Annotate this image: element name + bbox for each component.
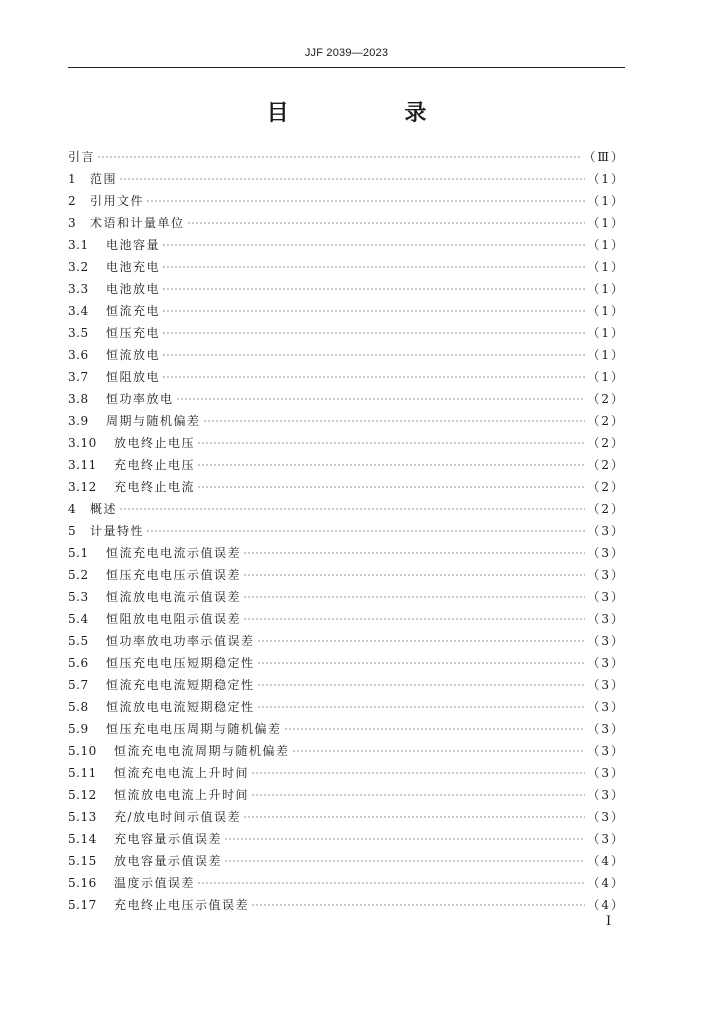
toc-entry[interactable] <box>68 542 625 564</box>
toc-dot-leader <box>97 156 581 158</box>
toc-entry-page: （1） <box>587 304 625 318</box>
toc-entry[interactable] <box>68 212 625 234</box>
toc-entry-page: （1） <box>587 260 625 274</box>
toc-entry-page: （1） <box>587 216 625 230</box>
toc-dot-leader <box>119 508 585 510</box>
toc-entry[interactable] <box>68 410 625 432</box>
toc-entry-number: 5.7 <box>68 678 89 692</box>
toc-entry-page: （3） <box>587 590 625 604</box>
toc-entry-page: （3） <box>587 546 625 560</box>
toc-entry-number: 5.1 <box>68 546 89 560</box>
toc-dot-leader <box>176 398 586 400</box>
toc-entry[interactable] <box>68 234 625 256</box>
toc-dot-leader <box>257 662 586 664</box>
toc-entry-number: 5.12 <box>68 788 97 802</box>
toc-entry-page: （3） <box>587 634 625 648</box>
running-header: JJF 2039—2023 <box>304 47 389 59</box>
toc-entry[interactable] <box>68 740 625 762</box>
toc-entry-number: 3.6 <box>68 348 89 362</box>
toc-entry-number: 5.8 <box>68 700 89 714</box>
toc-dot-leader <box>243 552 585 554</box>
toc-entry[interactable] <box>68 784 625 806</box>
toc-entry-number: 3.3 <box>68 282 89 296</box>
toc-entry-title: 恒压充电电压周期与随机偏差 <box>106 722 282 736</box>
toc-entry-title: 恒流充电电流周期与随机偏差 <box>114 744 290 758</box>
toc-entry-title: 恒流充电电流示值误差 <box>106 546 242 560</box>
toc-entry-title: 范围 <box>90 172 118 186</box>
toc-dot-leader <box>197 882 585 884</box>
toc-entry-title: 恒压充电电压示值误差 <box>106 568 242 582</box>
toc-entry-title: 周期与随机偏差 <box>106 414 201 428</box>
toc-dot-leader <box>162 376 585 378</box>
toc-entry-title: 恒流放电电流上升时间 <box>114 788 250 802</box>
toc-entry[interactable] <box>68 696 625 718</box>
toc-entry[interactable] <box>68 674 625 696</box>
toc-dot-leader <box>243 574 585 576</box>
toc-entry-title: 放电终止电压 <box>114 436 196 450</box>
toc-entry-page: （3） <box>587 656 625 670</box>
toc-entry-title: 恒流放电 <box>106 348 161 362</box>
toc-entry[interactable] <box>68 498 625 520</box>
toc-entry-number: 3.8 <box>68 392 89 406</box>
toc-dot-leader <box>146 530 585 532</box>
toc-entry-number: 3.9 <box>68 414 89 428</box>
toc-entry-page: （4） <box>587 876 625 890</box>
toc-dot-leader <box>119 178 585 180</box>
toc-entry-title: 概述 <box>90 502 118 516</box>
toc-entry[interactable] <box>68 806 625 828</box>
toc-entry[interactable] <box>68 608 625 630</box>
toc-entry[interactable] <box>68 190 625 212</box>
toc-entry[interactable] <box>68 344 625 366</box>
toc-entry-number: 5.2 <box>68 568 89 582</box>
header-rule <box>68 67 625 68</box>
toc-entry[interactable] <box>68 322 625 344</box>
toc-dot-leader <box>257 640 586 642</box>
toc-entry[interactable] <box>68 454 625 476</box>
toc-dot-leader <box>243 618 585 620</box>
toc-entry-title: 恒阻放电 <box>106 370 161 384</box>
toc-entry-title: 充电终止电压示值误差 <box>114 898 250 912</box>
toc-entry-number: 5.6 <box>68 656 89 670</box>
toc-title: 目 录 <box>266 101 481 126</box>
toc-entry-page: （1） <box>587 348 625 362</box>
toc-entry-page: （3） <box>587 568 625 582</box>
toc-dot-leader <box>146 200 585 202</box>
toc-entry-page: （3） <box>587 722 625 736</box>
toc-entry-number: 5.10 <box>68 744 97 758</box>
toc-entry[interactable] <box>68 586 625 608</box>
toc-dot-leader <box>251 794 585 796</box>
toc-entry-page: （2） <box>587 458 625 472</box>
toc-entry-page: （3） <box>587 678 625 692</box>
toc-entry-title: 恒阻放电电阻示值误差 <box>106 612 242 626</box>
toc-dot-leader <box>197 464 585 466</box>
toc-entry-number: 5.5 <box>68 634 89 648</box>
toc-entry[interactable] <box>68 366 625 388</box>
toc-entry-page: （2） <box>587 502 625 516</box>
toc-entry-title: 恒流充电 <box>106 304 161 318</box>
toc-entry[interactable] <box>68 652 625 674</box>
toc-dot-leader <box>257 684 586 686</box>
toc-entry-page: （3） <box>587 700 625 714</box>
toc-dot-leader <box>251 904 585 906</box>
toc-entry-page: （3） <box>587 810 625 824</box>
toc-entry-title: 恒流放电电流示值误差 <box>106 590 242 604</box>
toc-entry-title: 电池充电 <box>106 260 161 274</box>
toc-entry-title: 引言 <box>68 150 96 164</box>
toc-entry-number: 5.3 <box>68 590 89 604</box>
toc-entry-title: 充/放电时间示值误差 <box>114 810 242 824</box>
toc-entry-page: （3） <box>587 612 625 626</box>
toc-dot-leader <box>197 486 585 488</box>
toc-dot-leader <box>162 244 585 246</box>
toc-entry-page: （1） <box>587 238 625 252</box>
toc-dot-leader <box>187 222 586 224</box>
toc-entry-page: （4） <box>587 898 625 912</box>
toc-entry-page: （1） <box>587 370 625 384</box>
toc-entry-title: 术语和计量单位 <box>90 216 185 230</box>
toc-entry[interactable] <box>68 520 625 542</box>
toc-entry-title: 引用文件 <box>90 194 145 208</box>
toc-dot-leader <box>162 266 585 268</box>
toc-dot-leader <box>203 420 586 422</box>
toc-entry-title: 充电容量示值误差 <box>114 832 223 846</box>
toc-entry-page: （3） <box>587 766 625 780</box>
toc-entry[interactable] <box>68 300 625 322</box>
toc-entry-page: （1） <box>587 282 625 296</box>
toc-entry-title: 电池放电 <box>106 282 161 296</box>
toc-entry-page: （2） <box>587 392 625 406</box>
toc-entry-number: 3.4 <box>68 304 89 318</box>
toc-dot-leader <box>284 728 586 730</box>
toc-dot-leader <box>292 750 586 752</box>
toc-entry-number: 3.12 <box>68 480 97 494</box>
toc-entry-number: 5.17 <box>68 898 97 912</box>
toc-entry-number: 2 <box>68 194 77 208</box>
toc-entry-number: 5.4 <box>68 612 89 626</box>
toc-dot-leader <box>162 288 585 290</box>
toc-entry[interactable] <box>68 476 625 498</box>
toc-entry-number: 5.13 <box>68 810 97 824</box>
toc-entry-number: 5 <box>68 524 77 538</box>
toc-entry[interactable] <box>68 256 625 278</box>
toc-entry[interactable] <box>68 564 625 586</box>
toc-entry-number: 5.15 <box>68 854 97 868</box>
toc-entry-page: （2） <box>587 414 625 428</box>
toc-entry-page: （Ⅲ） <box>583 150 625 164</box>
toc-entry-number: 5.11 <box>68 766 97 780</box>
toc-entry[interactable] <box>68 388 625 410</box>
toc-entry-number: 3.10 <box>68 436 97 450</box>
toc-entry-number: 3.2 <box>68 260 89 274</box>
toc-dot-leader <box>251 772 585 774</box>
toc-entry-number: 3.11 <box>68 458 97 472</box>
toc-dot-leader <box>162 354 585 356</box>
toc-dot-leader <box>197 442 585 444</box>
toc-entry-number: 5.14 <box>68 832 97 846</box>
toc-entry-title: 恒功率放电 <box>106 392 174 406</box>
toc-entry-title: 恒流放电电流短期稳定性 <box>106 700 255 714</box>
toc-entry-number: 3.5 <box>68 326 89 340</box>
toc-entry-page: （1） <box>587 194 625 208</box>
toc-dot-leader <box>224 860 585 862</box>
toc-entry-page: （3） <box>587 788 625 802</box>
toc-dot-leader <box>224 838 585 840</box>
toc-entry-title: 恒流充电电流上升时间 <box>114 766 250 780</box>
toc-dot-leader <box>243 816 585 818</box>
toc-dot-leader <box>162 332 585 334</box>
toc-dot-leader <box>162 310 585 312</box>
toc-entry-title: 充电终止电压 <box>114 458 196 472</box>
toc-entry-title: 计量特性 <box>90 524 145 538</box>
toc-entry-title: 电池容量 <box>106 238 161 252</box>
toc-entry-number: 3 <box>68 216 77 230</box>
toc-dot-leader <box>257 706 586 708</box>
toc-entry[interactable] <box>68 630 625 652</box>
toc-entry-number: 5.9 <box>68 722 89 736</box>
toc-entry[interactable] <box>68 718 625 740</box>
toc-entry-number: 3.1 <box>68 238 89 252</box>
toc-entry-title: 放电容量示值误差 <box>114 854 223 868</box>
toc-entry-number: 4 <box>68 502 77 516</box>
toc-dot-leader <box>243 596 585 598</box>
toc-entry[interactable] <box>68 872 625 894</box>
toc-entry-number: 3.7 <box>68 370 89 384</box>
toc-entry-number: 1 <box>68 172 77 186</box>
toc-entry[interactable] <box>68 828 625 850</box>
toc-entry-page: （2） <box>587 480 625 494</box>
table-of-contents <box>68 146 625 916</box>
toc-entry-title: 充电终止电流 <box>114 480 196 494</box>
toc-entry[interactable] <box>68 894 625 916</box>
toc-entry-page: （3） <box>587 524 625 538</box>
toc-entry[interactable] <box>68 850 625 872</box>
toc-entry-title: 恒功率放电功率示值误差 <box>106 634 255 648</box>
page-number: Ⅰ <box>606 914 612 929</box>
toc-entry-page: （1） <box>587 172 625 186</box>
toc-entry-title: 恒压充电 <box>106 326 161 340</box>
toc-entry-number: 5.16 <box>68 876 97 890</box>
toc-entry-page: （3） <box>587 832 625 846</box>
toc-entry[interactable] <box>68 146 625 168</box>
toc-entry-page: （4） <box>587 854 625 868</box>
toc-entry-page: （2） <box>587 436 625 450</box>
toc-entry[interactable] <box>68 432 625 454</box>
toc-entry[interactable] <box>68 278 625 300</box>
toc-entry-page: （3） <box>587 744 625 758</box>
toc-entry[interactable] <box>68 762 625 784</box>
toc-entry-title: 温度示值误差 <box>114 876 196 890</box>
toc-entry-title: 恒压充电电压短期稳定性 <box>106 656 255 670</box>
toc-entry[interactable] <box>68 168 625 190</box>
toc-entry-title: 恒流充电电流短期稳定性 <box>106 678 255 692</box>
toc-entry-page: （1） <box>587 326 625 340</box>
